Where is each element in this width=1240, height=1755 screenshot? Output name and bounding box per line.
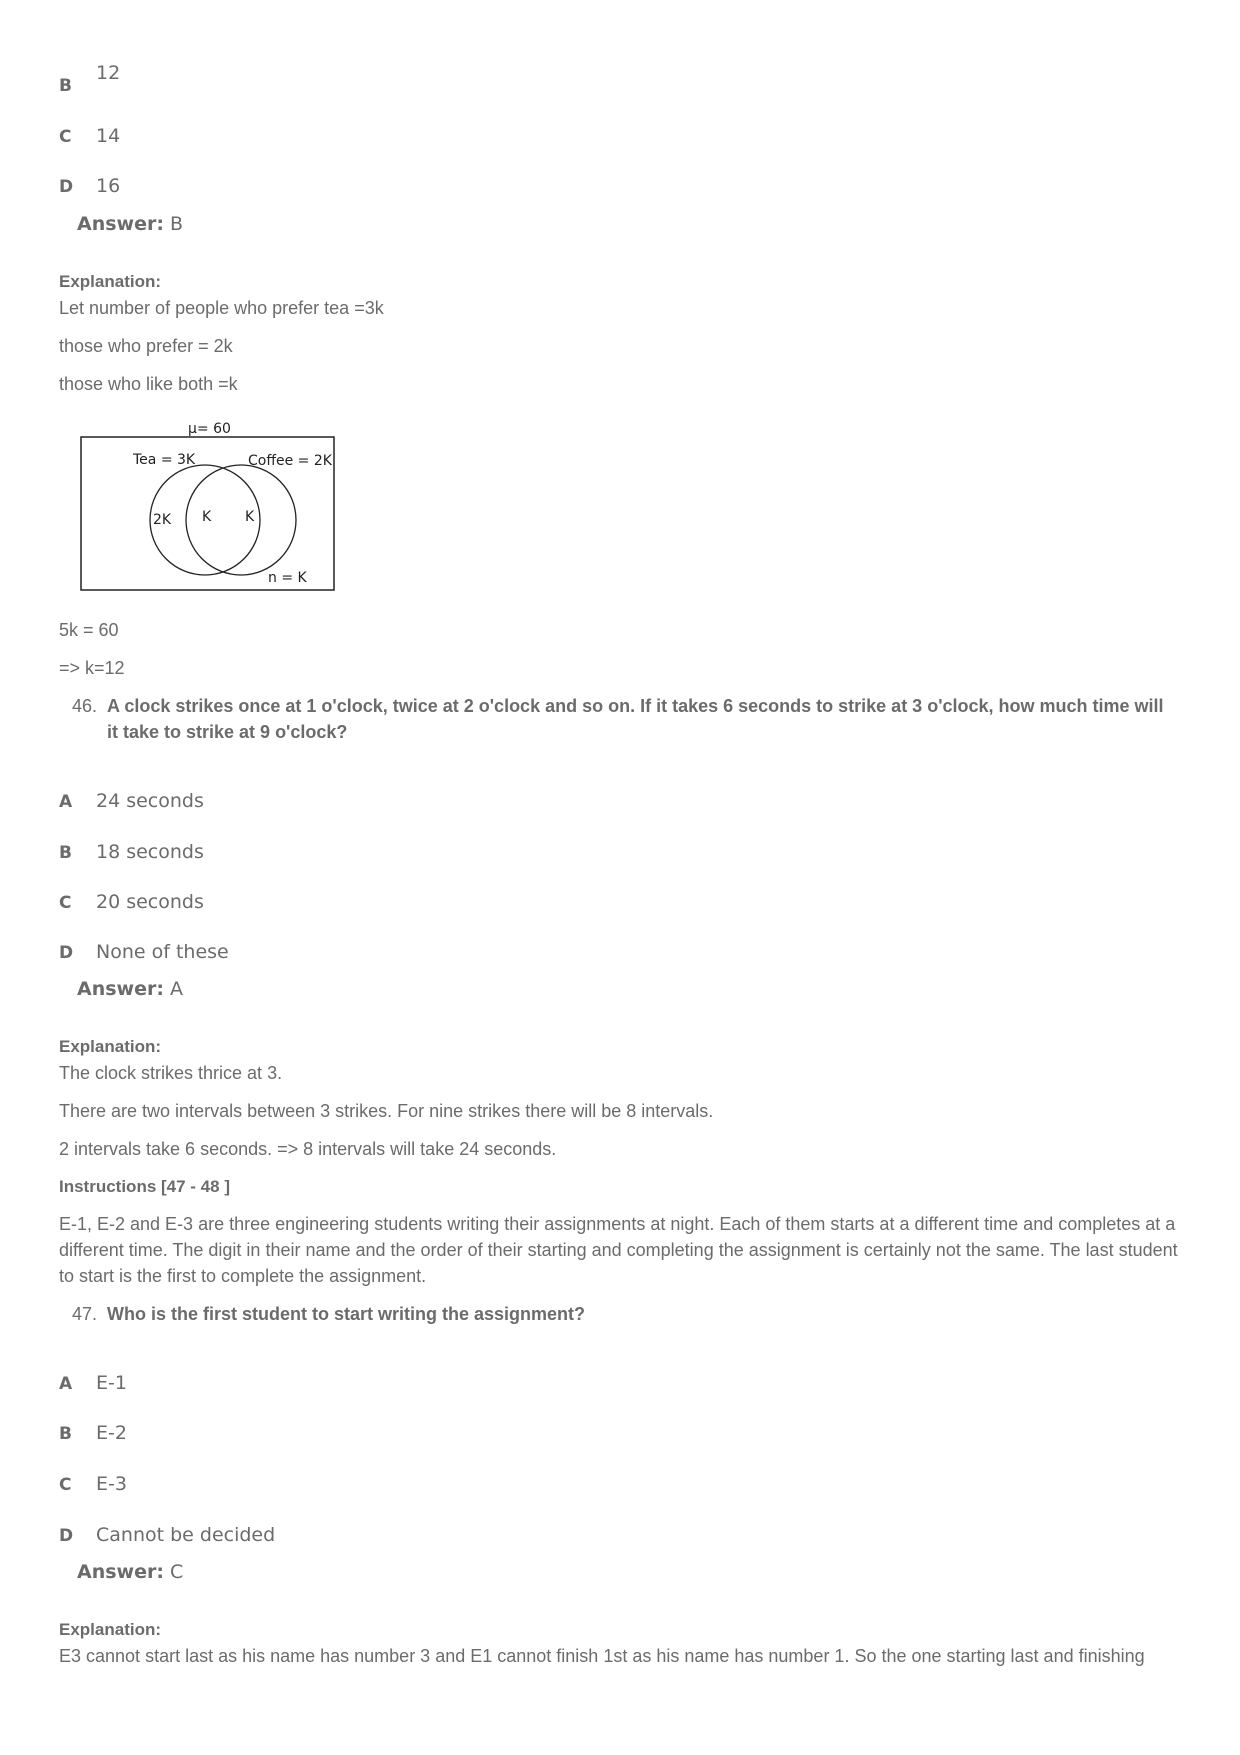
option-text: E-2 xyxy=(96,1422,127,1444)
option-letter: A xyxy=(59,1374,73,1394)
venn-both: K xyxy=(202,509,212,525)
answer-line xyxy=(77,213,183,235)
option-text: 14 xyxy=(96,125,121,147)
venn-tea-only: 2K xyxy=(153,512,172,528)
venn-coffee-only: K xyxy=(245,509,255,525)
option-letter: C xyxy=(59,1475,72,1495)
option-text: 12 xyxy=(96,62,121,84)
question-number: 47. xyxy=(72,1304,98,1324)
explanation-title: Explanation: xyxy=(59,1620,162,1639)
option-letter: D xyxy=(59,943,74,963)
explanation-title: Explanation: xyxy=(59,1037,162,1056)
question-number: 46. xyxy=(72,696,98,716)
option-text: None of these xyxy=(96,941,229,963)
answer-line xyxy=(77,1561,183,1583)
explanation-line: The clock strikes thrice at 3. xyxy=(59,1063,283,1083)
option-letter: B xyxy=(59,843,72,863)
question-text: Who is the first student to start writing the assignment? xyxy=(107,1304,586,1324)
explanation-title: Explanation: xyxy=(59,272,162,291)
explanation-line: => k=12 xyxy=(59,658,125,678)
answer-value: C xyxy=(170,1561,184,1583)
answer-label: Answer: xyxy=(77,978,164,1000)
venn-neither: n = K xyxy=(268,570,307,586)
option-letter: D xyxy=(59,177,74,197)
option-text: 24 seconds xyxy=(96,790,204,812)
explanation-line: those who like both =k xyxy=(59,374,238,394)
answer-line xyxy=(77,978,183,1000)
answer-value: B xyxy=(170,213,184,235)
option-letter: D xyxy=(59,1526,74,1546)
option-letter: A xyxy=(59,792,73,812)
instructions-text: E-1, E-2 and E-3 are three engineering students writing their assignments at night. Each of them starts at a different time and completes at a different time. The digit in their name and the order of their starting and completing the assignment is certainly not the same. The last student to start is the first to complete the assignment. xyxy=(59,1214,1178,1286)
option-text: E-3 xyxy=(96,1473,127,1495)
option-text: 16 xyxy=(96,175,121,197)
venn-tea-label: Tea = 3K xyxy=(133,452,196,468)
answer-label: Answer: xyxy=(77,1561,164,1583)
answer-label: Answer: xyxy=(77,213,164,235)
venn-diagram xyxy=(70,415,345,595)
explanation-line: 5k = 60 xyxy=(59,620,119,640)
answer-value: A xyxy=(170,978,183,1000)
explanation-line: There are two intervals between 3 strikes. For nine strikes there will be 8 intervals. xyxy=(59,1101,714,1121)
option-text: 20 seconds xyxy=(96,891,204,913)
explanation-line: those who prefer = 2k xyxy=(59,336,233,356)
question-text: A clock strikes once at 1 o'clock, twice at 2 o'clock and so on. If it takes 6 seconds to strike at 3 o'clock, how much time will it take to strike at 9 o'clock? xyxy=(107,696,1164,742)
option-letter: C xyxy=(59,893,72,913)
option-letter: C xyxy=(59,127,72,147)
option-text: E-1 xyxy=(96,1372,127,1394)
venn-coffee-label: Coffee = 2K xyxy=(248,453,332,469)
option-text: 18 seconds xyxy=(96,841,204,863)
option-letter: B xyxy=(59,76,72,96)
instructions-title: Instructions [47 - 48 ] xyxy=(59,1177,230,1196)
explanation-line: 2 intervals take 6 seconds. => 8 intervals will take 24 seconds. xyxy=(59,1139,557,1159)
explanation-line: E3 cannot start last as his name has number 3 and E1 cannot finish 1st as his name has number 1. So the one starting last and finishing xyxy=(59,1646,1145,1666)
option-text: Cannot be decided xyxy=(96,1524,276,1546)
explanation-line: Let number of people who prefer tea =3k xyxy=(59,298,384,318)
option-letter: B xyxy=(59,1424,72,1444)
venn-universe-label: μ= 60 xyxy=(188,421,231,437)
